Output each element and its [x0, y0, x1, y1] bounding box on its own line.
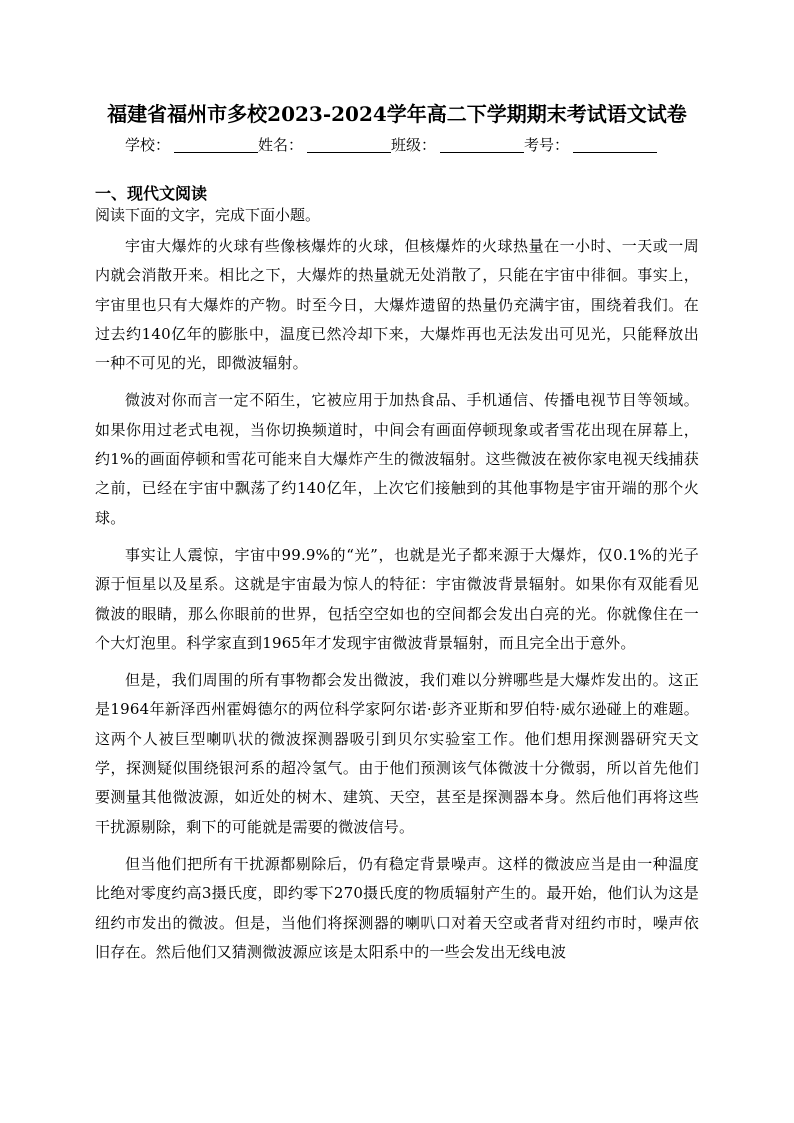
school-label: 学校： — [125, 136, 171, 154]
school-blank[interactable] — [174, 134, 258, 153]
passage-paragraph: 微波对你而言一定不陌生，它被应用于加热食品、手机通信、传播电视节目等领域。如果你用过老式电视，当你切换频道时，中间会有画面停顿现象或者雪花出现在屏幕上，约1%的画面停顿和雪花可能来自大爆炸产生的微波辐射。这些微波在被你家电视天线捕获之前，已经在宇宙中飘荡了约140亿年，上次它们接触到的其他事物是宇宙开端的那个火球。 — [95, 391, 699, 527]
passage-paragraph: 但当他们把所有干扰源都剔除后，仍有稳定背景噪声。这样的微波应当是由一种温度比绝对零度约高3摄氏度，即约零下270摄氏度的物质辐射产生的。最开始，他们认为这是纽约市发出的微波。但是，当他们将探测器的喇叭口对着天空或者背对纽约市时，噪声依旧存在。然后他们又猜测微波源应该是太阳系中的一些会发出无线电波 — [95, 854, 699, 961]
exam-number-blank[interactable] — [573, 134, 657, 153]
passage-paragraph: 宇宙大爆炸的火球有些像核爆炸的火球，但核爆炸的火球热量在一小时、一天或一周内就会消散开来。相比之下，大爆炸的热量就无处消散了，只能在宇宙中徘徊。事实上，宇宙里也只有大爆炸的产物。时至今日，大爆炸遗留的热量仍充满宇宙，围绕着我们。在过去约140亿年的膨胀中，温度已然冷却下来，大爆炸再也无法发出可见光，只能释放出一种不可见的光，即微波辐射。 — [95, 237, 699, 373]
exam-number-field — [524, 134, 657, 156]
exam-title: 福建省福州市多校2023-2024学年高二下学期期末考试语文试卷 — [107, 102, 687, 126]
name-label: 姓名： — [258, 136, 304, 154]
section-heading: 一、现代文阅读 — [95, 184, 208, 203]
passage-paragraph: 事实让人震惊，宇宙中99.9%的“光”，也就是光子都来源于大爆炸，仅0.1%的光子源于恒星以及星系。这就是宇宙最为惊人的特征：宇宙微波背景辐射。如果你有双能看见微波的眼睛，那么你眼前的世界，包括空空如也的空间都会发出白亮的光。你就像住在一个大灯泡里。科学家直到1965年才发现宇宙微波背景辐射，而且完全出于意外。 — [95, 545, 699, 652]
exam-number-label: 考号： — [524, 136, 570, 154]
school-field — [125, 134, 258, 156]
reading-passage — [95, 232, 699, 975]
name-blank[interactable] — [307, 134, 391, 153]
class-field — [391, 134, 524, 156]
passage-paragraph: 但是，我们周围的所有事物都会发出微波，我们难以分辨哪些是大爆炸发出的。这正是1964年新泽西州霍姆德尔的两位科学家阿尔诺·彭齐亚斯和罗伯特·威尔逊碰上的难题。这两个人被巨型喇叭状的微波探测器吸引到贝尔实验室工作。他们想用探测器研究天文学，探测疑似围绕银河系的超冷氢气。由于他们预测该气体微波十分微弱，所以首先他们要测量其他微波源，如近处的树木、建筑、天空，甚至是探测器本身。然后他们再将这些干扰源剔除，剩下的可能就是需要的微波信号。 — [95, 671, 699, 836]
class-blank[interactable] — [440, 134, 524, 153]
student-info-line — [125, 134, 685, 158]
section-instruction: 阅读下面的文字，完成下面小题。 — [95, 206, 321, 224]
class-label: 班级： — [391, 136, 437, 154]
name-field — [258, 134, 391, 156]
